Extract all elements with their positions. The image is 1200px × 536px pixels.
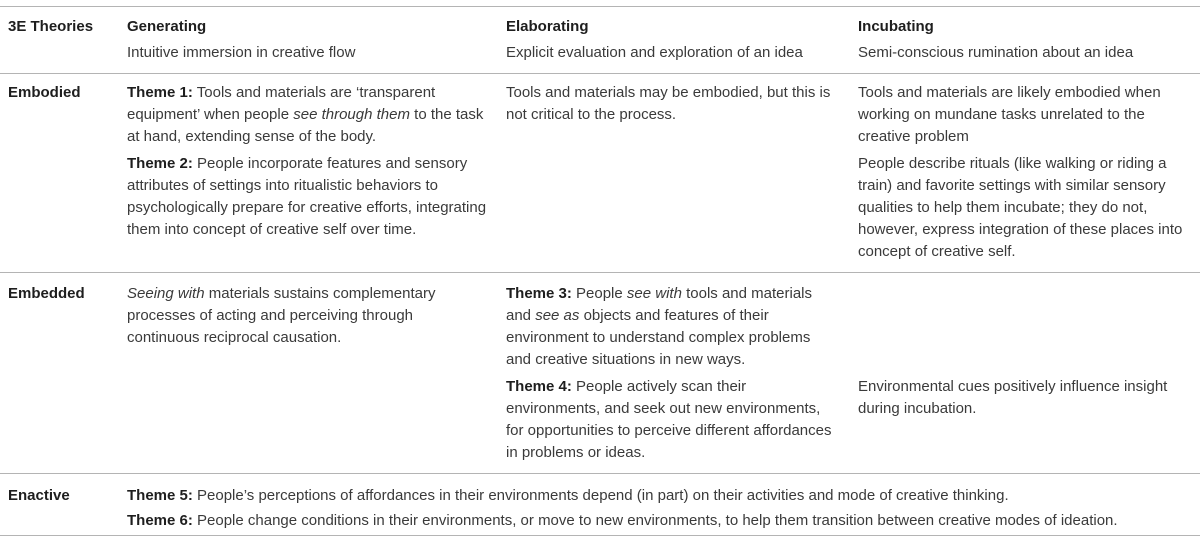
embodied-generating-theme2 (127, 153, 487, 241)
embodied-incubating-text-2: People describe rituals (like walking or riding a train) and favorite settings with similar sensory qualities to help them incubate; they do not, however, express integration of these places into concept of creative self. (858, 155, 1183, 260)
theme3-label: Theme 3: (506, 285, 572, 302)
theme1-emphasis: see through them (293, 106, 410, 123)
row-label-embedded: Embedded (8, 285, 85, 302)
header-generating (127, 16, 487, 64)
embedded-generating-text (127, 283, 487, 349)
theme4-label: Theme 4: (506, 378, 572, 395)
header-incubating (858, 16, 1188, 64)
row-rule-2 (0, 473, 1200, 474)
embodied-incubating-text-1: Tools and materials are likely embodied when working on mundane tasks unrelated to the creative problem (858, 84, 1161, 145)
theme4-text: People actively scan their environments, and seek out new environments, for opportunities to perceive different affordances in problems or ideas. (506, 378, 832, 461)
theme2-label: Theme 2: (127, 155, 193, 172)
theme3-text-c: objects and features of their environment to understand complex problems and creative situations in new ways. (506, 307, 811, 368)
header-generating-title: Generating (127, 18, 207, 35)
header-incubating-title: Incubating (858, 18, 934, 35)
theme5-text: People’s perceptions of affordances in their environments depend (in part) on their activities and mode of creative thinking. (192, 487, 1009, 504)
embodied-generating-theme1 (127, 82, 487, 148)
theme3-text-b: tools and materials and (506, 285, 813, 324)
theme1-text-a: Tools and materials are ‘transparent equipment’ when people (127, 84, 436, 123)
header-3e-theories: 3E Theories (8, 18, 94, 35)
row-label-embodied: Embodied (8, 84, 81, 101)
row-label-enactive: Enactive (8, 487, 70, 504)
embedded-generating-body: materials sustains complementary processes of acting and perceiving through continuous reciprocal causation. (127, 285, 436, 346)
theme1-label: Theme 1: (127, 84, 193, 101)
header-generating-subtitle: Intuitive immersion in creative flow (127, 44, 356, 61)
enactive-theme5 (127, 485, 1197, 507)
enactive-theme6 (127, 510, 1197, 532)
embedded-elaborating-theme3 (506, 283, 836, 371)
header-incubating-subtitle: Semi-conscious rumination about an idea (858, 44, 1134, 61)
theme6-text: People change conditions in their environments, or move to new environments, to help them transition between creative modes of ideation. (192, 512, 1118, 529)
header-elaborating-subtitle: Explicit evaluation and exploration of an idea (506, 44, 803, 61)
header-elaborating (506, 16, 836, 64)
theme6-label: Theme 6: (127, 512, 193, 529)
header-elaborating-title: Elaborating (506, 18, 589, 35)
theme3-text-a: People (571, 285, 627, 302)
embodied-elaborating-text: Tools and materials may be embodied, but this is not critical to the process. (506, 84, 831, 123)
theme2-text: People incorporate features and sensory attributes of settings into ritualistic behaviors to psychologically prepare for creative efforts, integrating them into concept of creative self over time. (127, 155, 487, 238)
theme3-emphasis-2: see as (535, 307, 580, 324)
embedded-emphasis: Seeing with (127, 285, 205, 302)
header-rule (0, 73, 1200, 74)
row-rule-1 (0, 272, 1200, 273)
theme1-text-b: to the task at hand, extending sense of the body. (127, 106, 484, 145)
theme5-label: Theme 5: (127, 487, 193, 504)
table-top-rule (0, 6, 1200, 7)
embedded-incubating-text: Environmental cues positively influence insight during incubation. (858, 378, 1168, 417)
embedded-elaborating-theme4 (506, 376, 836, 464)
theme3-emphasis-1: see with (626, 285, 682, 302)
